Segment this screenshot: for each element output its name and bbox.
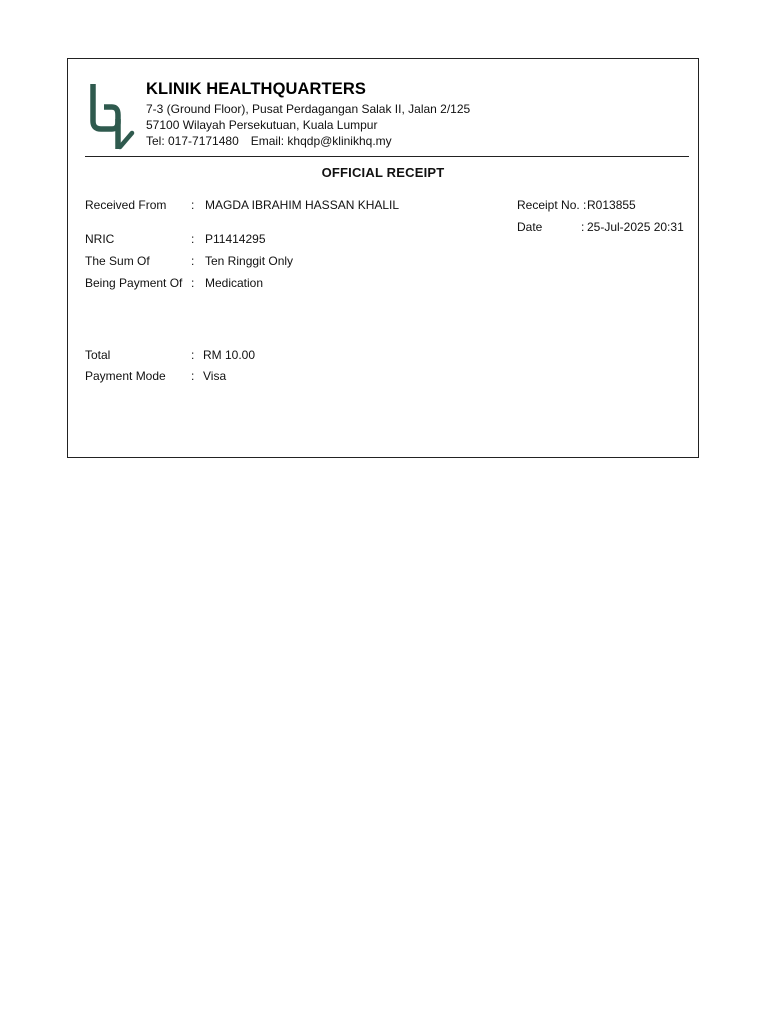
sum-of-label: The Sum Of [85, 254, 150, 268]
received-from-value: MAGDA IBRAHIM HASSAN KHALIL [205, 198, 400, 212]
clinic-logo-icon [86, 81, 138, 153]
colon: : [191, 276, 195, 290]
address-line-1: 7-3 (Ground Floor), Pusat Perdagangan Salak II, Jalan 2/125 [146, 102, 471, 116]
payment-of-label: Being Payment Of [85, 276, 183, 290]
colon: : [191, 232, 195, 246]
total-label: Total [85, 348, 111, 362]
contact-row [146, 134, 392, 148]
nric-label: NRIC [85, 232, 115, 246]
clinic-email[interactable]: Email: khqdp@klinikhq.my [250, 134, 392, 148]
colon: : [191, 348, 195, 362]
payment-of-value: Medication [205, 276, 264, 290]
date-value: 25-Jul-2025 20:31 [587, 220, 684, 234]
receipt-card [67, 58, 699, 458]
nric-value: P11414295 [205, 232, 266, 246]
address-line-2: 57100 Wilayah Persekutuan, Kuala Lumpur [146, 118, 378, 132]
date-label: Date [517, 220, 543, 234]
sum-of-value: Ten Ringgit Only [205, 254, 294, 268]
colon: : [191, 254, 195, 268]
payment-mode-value: Visa [203, 369, 227, 383]
receipt-no-value: R013855 [587, 198, 636, 212]
receipt-title: OFFICIAL RECEIPT [321, 165, 445, 180]
receipt-no-label: Receipt No. : [517, 198, 587, 212]
header-divider [85, 156, 689, 157]
received-from-label: Received From [85, 198, 167, 212]
colon: : [581, 220, 585, 234]
colon: : [191, 369, 195, 383]
clinic-name: KLINIK HEALTHQUARTERS [146, 80, 366, 98]
clinic-tel: Tel: 017-7171480 [146, 134, 239, 148]
total-value: RM 10.00 [203, 348, 256, 362]
colon: : [191, 198, 195, 212]
payment-mode-label: Payment Mode [85, 369, 166, 383]
